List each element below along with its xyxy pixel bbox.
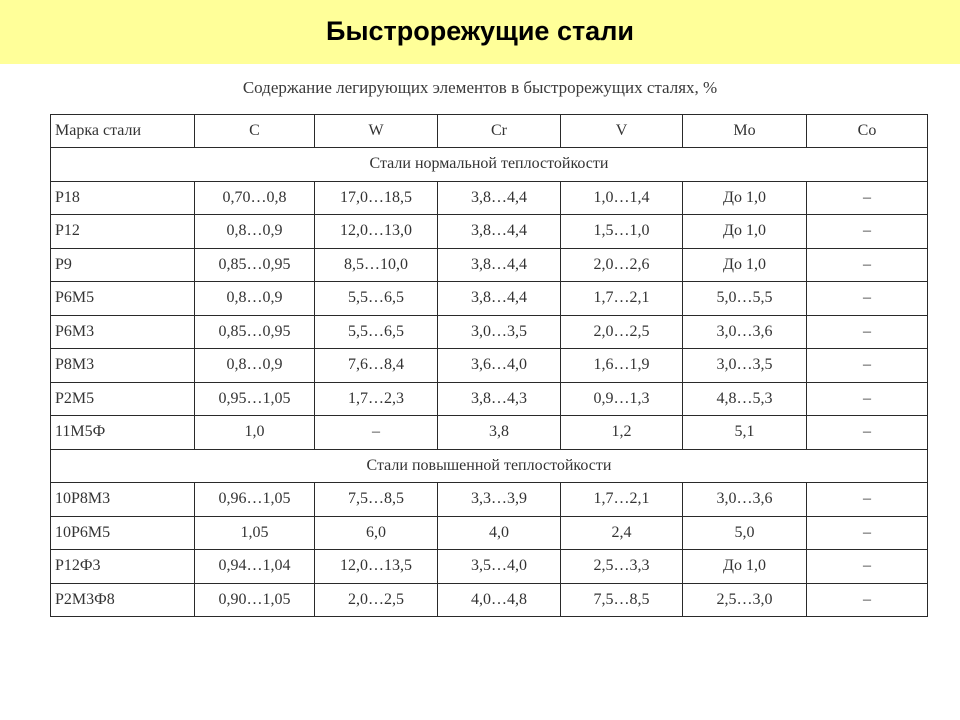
table-cell: 7,5…8,5	[561, 583, 683, 617]
table-row	[51, 550, 928, 584]
table-cell: 5,0	[683, 516, 807, 550]
table-row	[51, 583, 928, 617]
title-banner	[0, 0, 960, 64]
table-cell: 3,8…4,3	[438, 382, 561, 416]
table-cell: 1,2	[561, 416, 683, 450]
column-header-w: W	[315, 115, 438, 148]
table-cell: 2,0…2,5	[315, 583, 438, 617]
table-row	[51, 516, 928, 550]
column-header-co: Co	[807, 115, 928, 148]
table-cell: 3,0…3,5	[683, 349, 807, 383]
table-cell: 0,70…0,8	[195, 181, 315, 215]
table-cell: 3,5…4,0	[438, 550, 561, 584]
table-cell: 3,8	[438, 416, 561, 450]
section-label: Стали нормальной теплостойкости	[51, 148, 928, 182]
column-header-c: C	[195, 115, 315, 148]
table-cell: 3,0…3,6	[683, 483, 807, 517]
table-cell: –	[807, 315, 928, 349]
steel-grade-cell: 11М5Ф	[51, 416, 195, 450]
table-cell: 2,4	[561, 516, 683, 550]
table-caption: Содержание легирующих элементов в быстрорежущих сталях, %	[242, 78, 718, 97]
table-row	[51, 315, 928, 349]
table-row	[51, 416, 928, 450]
table-row	[51, 215, 928, 249]
table-cell: 2,0…2,5	[561, 315, 683, 349]
table-cell: 0,8…0,9	[195, 349, 315, 383]
table-cell: 7,5…8,5	[315, 483, 438, 517]
table-cell: 0,95…1,05	[195, 382, 315, 416]
table-cell: 2,5…3,0	[683, 583, 807, 617]
page-title: Быстрорежущие стали	[326, 16, 634, 46]
table-cell: 5,5…6,5	[315, 315, 438, 349]
table-cell: 3,8…4,4	[438, 282, 561, 316]
table-cell: 1,0	[195, 416, 315, 450]
steel-grade-cell: Р2М3Ф8	[51, 583, 195, 617]
table-header-row	[51, 115, 928, 148]
table-cell: 3,3…3,9	[438, 483, 561, 517]
table-cell: 0,94…1,04	[195, 550, 315, 584]
steel-grade-cell: 10Р6М5	[51, 516, 195, 550]
table-row	[51, 349, 928, 383]
table-cell: 4,0…4,8	[438, 583, 561, 617]
steel-grade-cell: Р8М3	[51, 349, 195, 383]
table-cell: До 1,0	[683, 550, 807, 584]
table-cell: 1,6…1,9	[561, 349, 683, 383]
table-row	[51, 248, 928, 282]
table-cell: 6,0	[315, 516, 438, 550]
table-cell: 3,0…3,5	[438, 315, 561, 349]
table-cell: До 1,0	[683, 248, 807, 282]
table-cell: 0,85…0,95	[195, 248, 315, 282]
table-cell: 7,6…8,4	[315, 349, 438, 383]
table-row	[51, 483, 928, 517]
table-cell: –	[807, 181, 928, 215]
table-cell: 3,8…4,4	[438, 181, 561, 215]
table-cell: 5,5…6,5	[315, 282, 438, 316]
table-cell: 0,96…1,05	[195, 483, 315, 517]
steel-grade-cell: Р12Ф3	[51, 550, 195, 584]
steel-grade-cell: Р6М5	[51, 282, 195, 316]
table-cell: –	[807, 382, 928, 416]
table-cell: 4,0	[438, 516, 561, 550]
table-cell: 8,5…10,0	[315, 248, 438, 282]
section-label: Стали повышенной теплостойкости	[51, 449, 928, 483]
table-cell: 17,0…18,5	[315, 181, 438, 215]
table-cell: 3,8…4,4	[438, 248, 561, 282]
table-cell: 5,0…5,5	[683, 282, 807, 316]
table-cell: 0,85…0,95	[195, 315, 315, 349]
steel-grade-cell: Р12	[51, 215, 195, 249]
steel-grade-cell: Р18	[51, 181, 195, 215]
table-cell: –	[807, 416, 928, 450]
table-cell: 0,9…1,3	[561, 382, 683, 416]
alloy-content-table	[50, 114, 928, 617]
table-cell: 1,05	[195, 516, 315, 550]
table-cell: –	[315, 416, 438, 450]
table-row	[51, 181, 928, 215]
column-header-mo: Mo	[683, 115, 807, 148]
table-cell: –	[807, 516, 928, 550]
table-cell: –	[807, 583, 928, 617]
table-cell: 1,7…2,1	[561, 282, 683, 316]
table-cell: –	[807, 282, 928, 316]
steel-grade-cell: Р9	[51, 248, 195, 282]
table-cell: 0,90…1,05	[195, 583, 315, 617]
table-row	[51, 282, 928, 316]
table-cell: 0,8…0,9	[195, 215, 315, 249]
table-cell: 1,7…2,1	[561, 483, 683, 517]
table-cell: 3,6…4,0	[438, 349, 561, 383]
table-cell: До 1,0	[683, 215, 807, 249]
table-cell: 1,7…2,3	[315, 382, 438, 416]
table-cell: 3,0…3,6	[683, 315, 807, 349]
table-cell: 0,8…0,9	[195, 282, 315, 316]
section-row	[51, 148, 928, 182]
column-header-cr: Cr	[438, 115, 561, 148]
table-cell: –	[807, 349, 928, 383]
column-header-v: V	[561, 115, 683, 148]
table-cell: –	[807, 215, 928, 249]
section-row	[51, 449, 928, 483]
table-cell: 1,0…1,4	[561, 181, 683, 215]
table-row	[51, 382, 928, 416]
table-cell: 12,0…13,0	[315, 215, 438, 249]
table-cell: 1,5…1,0	[561, 215, 683, 249]
table-cell: 5,1	[683, 416, 807, 450]
table-cell: 2,0…2,6	[561, 248, 683, 282]
table-cell: 12,0…13,5	[315, 550, 438, 584]
steel-grade-cell: Р2М5	[51, 382, 195, 416]
table-cell: –	[807, 483, 928, 517]
steel-grade-cell: 10Р8М3	[51, 483, 195, 517]
table-cell: 4,8…5,3	[683, 382, 807, 416]
table-body	[51, 148, 928, 617]
column-header-grade: Марка стали	[51, 115, 195, 148]
table-cell: До 1,0	[683, 181, 807, 215]
table-cell: 2,5…3,3	[561, 550, 683, 584]
table-cell: 3,8…4,4	[438, 215, 561, 249]
steel-grade-cell: Р6М3	[51, 315, 195, 349]
table-cell: –	[807, 550, 928, 584]
table-cell: –	[807, 248, 928, 282]
